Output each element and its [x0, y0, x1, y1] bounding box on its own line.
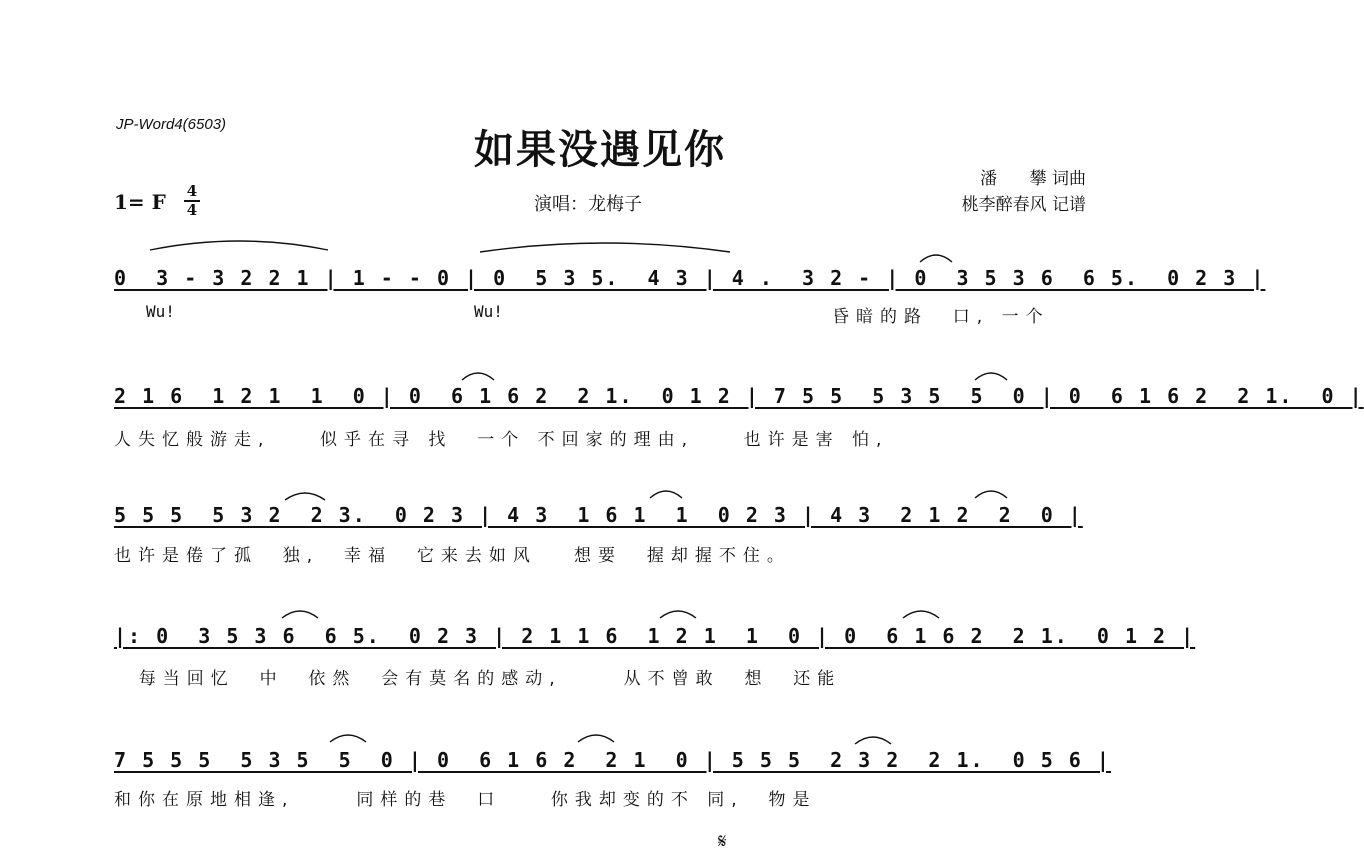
slur: [855, 737, 891, 744]
slur: [660, 611, 696, 618]
slur: [578, 735, 614, 742]
slur: [920, 255, 952, 262]
slur: [650, 491, 682, 498]
notation-row-4: |: 0 3 5 3 6 6 5. 0 2 3 | 2 1 1 6 1 2 1 1 0 | 0 6 1 6 2 2 1. 0 1 2 |: [114, 624, 1196, 648]
edition-label: JP-Word4(6503): [116, 116, 227, 133]
slur: [330, 735, 366, 742]
notation-row-1: 0 3 - 3 2 2 1 | 1 - - 0 | 0 5 3 5. 4 3 | 4 . 3 2 - | 0 3 5 3 6 6 5. 0 2 3 |: [114, 266, 1266, 290]
slur: [480, 243, 730, 252]
lyric-wu-2: Wu!: [474, 302, 503, 321]
lyrics-row-5: 和你在原地相逢, 同样的巷 口 你我却变的不 同, 物是: [114, 790, 817, 810]
time-signature-top: 4: [186, 182, 198, 200]
slur: [975, 373, 1007, 380]
time-signature-bottom: 4: [186, 201, 198, 219]
notation-row-3: 5 5 5 5 3 2 2 3. 0 2 3 | 4 3 1 6 1 1 0 2 3 | 4 3 2 1 2 2 0 |: [114, 503, 1083, 527]
transcriber-credit: 桃李醉春风 记谱: [961, 195, 1086, 215]
slur: [150, 241, 328, 250]
lyrics-row-1: 昏暗的路 口, 一个: [832, 307, 1050, 327]
notation-row-5: 7 5 5 5 5 3 5 5 0 | 0 6 1 6 2 2 1 0 | 5 5 5 2 3 2 2 1. 0 5 6 |: [114, 748, 1111, 772]
slur: [282, 611, 318, 618]
segno-icon: 𝄋: [718, 829, 727, 850]
lyrics-row-3: 也许是倦了孤 独, 幸福 它来去如风 想要 握却握不住。: [114, 546, 791, 566]
lyrics-composer-credit: 潘 攀 词曲: [980, 169, 1086, 189]
key-signature: 1= F: [114, 190, 166, 214]
notation-row-2: 2 1 6 1 2 1 1 0 | 0 6 1 6 2 2 1. 0 1 2 | 7 5 5 5 3 5 5 0 | 0 6 1 6 2 2 1. 0 |: [114, 384, 1364, 408]
lyrics-row-2: 人失忆般游走, 似乎在寻 找 一个 不回家的理由, 也许是害 怕,: [114, 430, 889, 450]
singer-credit: 演唱：龙梅子: [534, 194, 642, 215]
slur: [903, 611, 939, 618]
lyric-wu-1: Wu!: [146, 302, 175, 321]
slur: [285, 493, 325, 500]
song-title: 如果没遇见你: [474, 126, 726, 173]
slur: [462, 373, 494, 380]
lyrics-row-4: 每当回忆 中 依然 会有莫名的感动, 从不曾敢 想 还能: [114, 669, 842, 689]
slur: [975, 491, 1007, 498]
